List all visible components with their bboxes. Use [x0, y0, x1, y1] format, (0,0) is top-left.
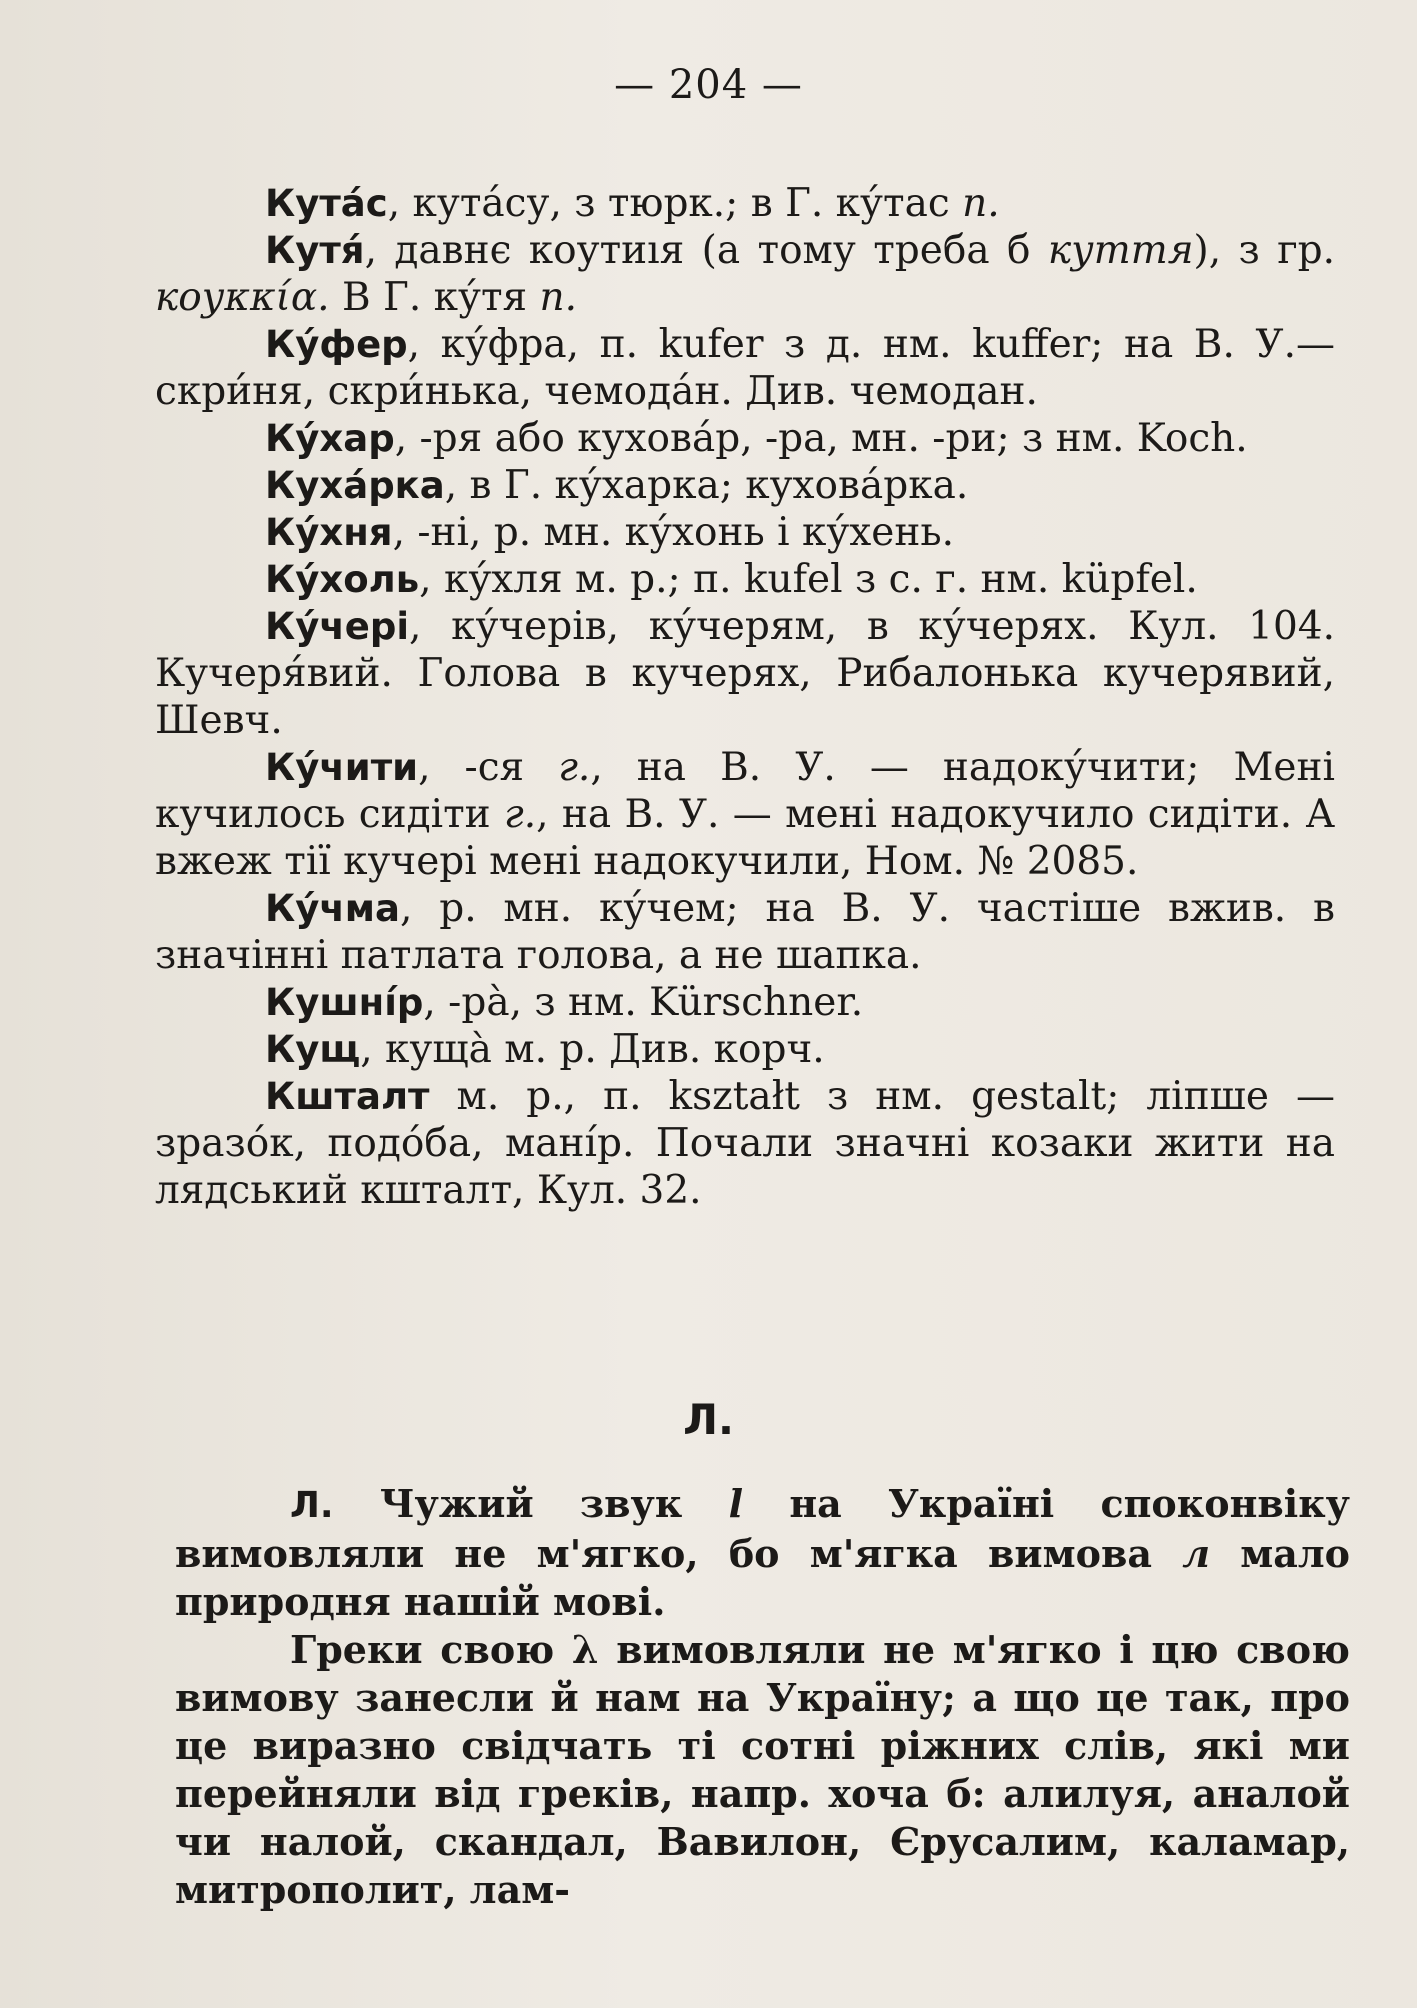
entry-italic: г. [504, 792, 537, 837]
entry-headword: Кутя́ [265, 229, 365, 272]
dictionary-entry [155, 885, 1335, 979]
paragraph-text: Чужий звук [333, 1481, 729, 1526]
section-heading: Л. [683, 1395, 734, 1444]
paragraph-text: Греки свою [290, 1627, 572, 1672]
entry-italic: коуκκία. [155, 275, 330, 320]
dictionary-entry [155, 556, 1335, 603]
paragraph-text: вимовляли не м'ягко і цю свою вимову занесли й нам на Україну; а що це так, про це виразно свідчать ті сотні ріжних слів, які ми перейняли від греків, напр. хоча б: алилуя, аналой чи налой, скандал, Вавилон, Єрусалим, каламар, митрополит, лам- [175, 1627, 1350, 1912]
entry-text: , -ра̀, з нм. Kürschner. [423, 980, 864, 1025]
entry-headword: Ку́чма [265, 887, 400, 930]
entry-text: , давнє коутиıя (а тому треба б [364, 228, 1048, 273]
dictionary-entry [155, 979, 1335, 1026]
entry-headword: Кшталт [265, 1075, 430, 1118]
entry-headword: Ку́чити [265, 746, 419, 789]
entry-text: , -ря або кухова́р, -ра, мн. -ри; з нм. Koch. [394, 416, 1248, 461]
page-number: — 204 — [614, 62, 803, 108]
paragraph-italic: λ [571, 1627, 599, 1672]
entry-text: , -ні, р. мн. ку́хонь і ку́хень. [392, 510, 954, 555]
entry-headword: Ку́хар [265, 417, 395, 460]
dictionary-entry [155, 509, 1335, 556]
paragraph-text: на Україні споконвіку вимовляли не м'ягко, бо м'ягка вимова [175, 1481, 1350, 1576]
entry-text: В Г. ку́тя [329, 275, 540, 320]
paragraph-italic: l [728, 1481, 744, 1526]
entry-text: , р. мн. ку́чем; на В. У. частіше вжив. в значінні патлата голова, а не шапка. [155, 886, 1335, 978]
entry-text: ), з гр. [1193, 228, 1335, 273]
dictionary-entry [155, 1026, 1335, 1073]
entry-text: , ку́черів, ку́черям, в ку́черях. Кул. 104. Кучеря́вий. Голова в кучерях, Рибалонька кучерявий, Шевч. [155, 604, 1335, 743]
entry-text: , кута́су, з тюрк.; в Г. ку́тас [387, 181, 963, 226]
entry-text: , ку́фра, п. kufer з д. нм. kuffer; на В. У.— скри́ня, скри́нька, чемода́н. Див. чемодан. [155, 322, 1335, 414]
entry-italic: п. [962, 181, 1000, 226]
entry-text: , куща̀ м. р. Див. корч. [360, 1027, 825, 1072]
section-paragraph [175, 1626, 1350, 1914]
dictionary-entries [155, 180, 1335, 1214]
paragraph-headword: Л. [290, 1485, 334, 1526]
entry-headword: Кута́с [265, 182, 388, 225]
entry-italic: г. [558, 745, 591, 790]
entry-text: , на В. У. — мені надокучило сидіти. А вжеж тії кучері мені надокучили, Ном. № 2085. [155, 792, 1335, 884]
entry-headword: Ку́холь [265, 558, 420, 601]
entry-headword: Кущ [265, 1028, 361, 1071]
dictionary-entry [155, 227, 1335, 321]
entry-text: , ку́хля м. р.; п. kufel з с. г. нм. küpfel. [419, 557, 1198, 602]
section-paragraph [175, 1480, 1350, 1626]
dictionary-entry [155, 603, 1335, 744]
entry-headword: Кушні́р [265, 981, 424, 1024]
entry-headword: Куха́рка [265, 464, 445, 507]
entry-text: м. р., п. kształt з нм. gestalt; ліпше — зразо́к, подо́ба, мані́р. Почали значні козаки жити на лядський кшталт, Кул. 32. [155, 1074, 1335, 1213]
entry-headword: Ку́чері [265, 605, 410, 648]
paragraph-italic: л [1182, 1531, 1211, 1576]
dictionary-entry [155, 462, 1335, 509]
dictionary-entry [155, 744, 1335, 885]
entry-text: , -ся [418, 745, 559, 790]
dictionary-entry [155, 415, 1335, 462]
entry-text: , на В. У. — надоку́чити; Мені кучилось сидіти [155, 745, 1335, 837]
entry-text: , в Г. ку́харка; кухова́рка. [444, 463, 969, 508]
entry-headword: Ку́фер [265, 323, 408, 366]
dictionary-entry [155, 321, 1335, 415]
section-body [175, 1480, 1350, 1914]
dictionary-entry [155, 180, 1335, 227]
paragraph-text: мало природня нашій мові. [175, 1531, 1350, 1624]
dictionary-entry [155, 1073, 1335, 1214]
entry-italic: куття [1047, 228, 1194, 273]
entry-italic: п. [539, 275, 578, 320]
entry-headword: Ку́хня [265, 511, 393, 554]
